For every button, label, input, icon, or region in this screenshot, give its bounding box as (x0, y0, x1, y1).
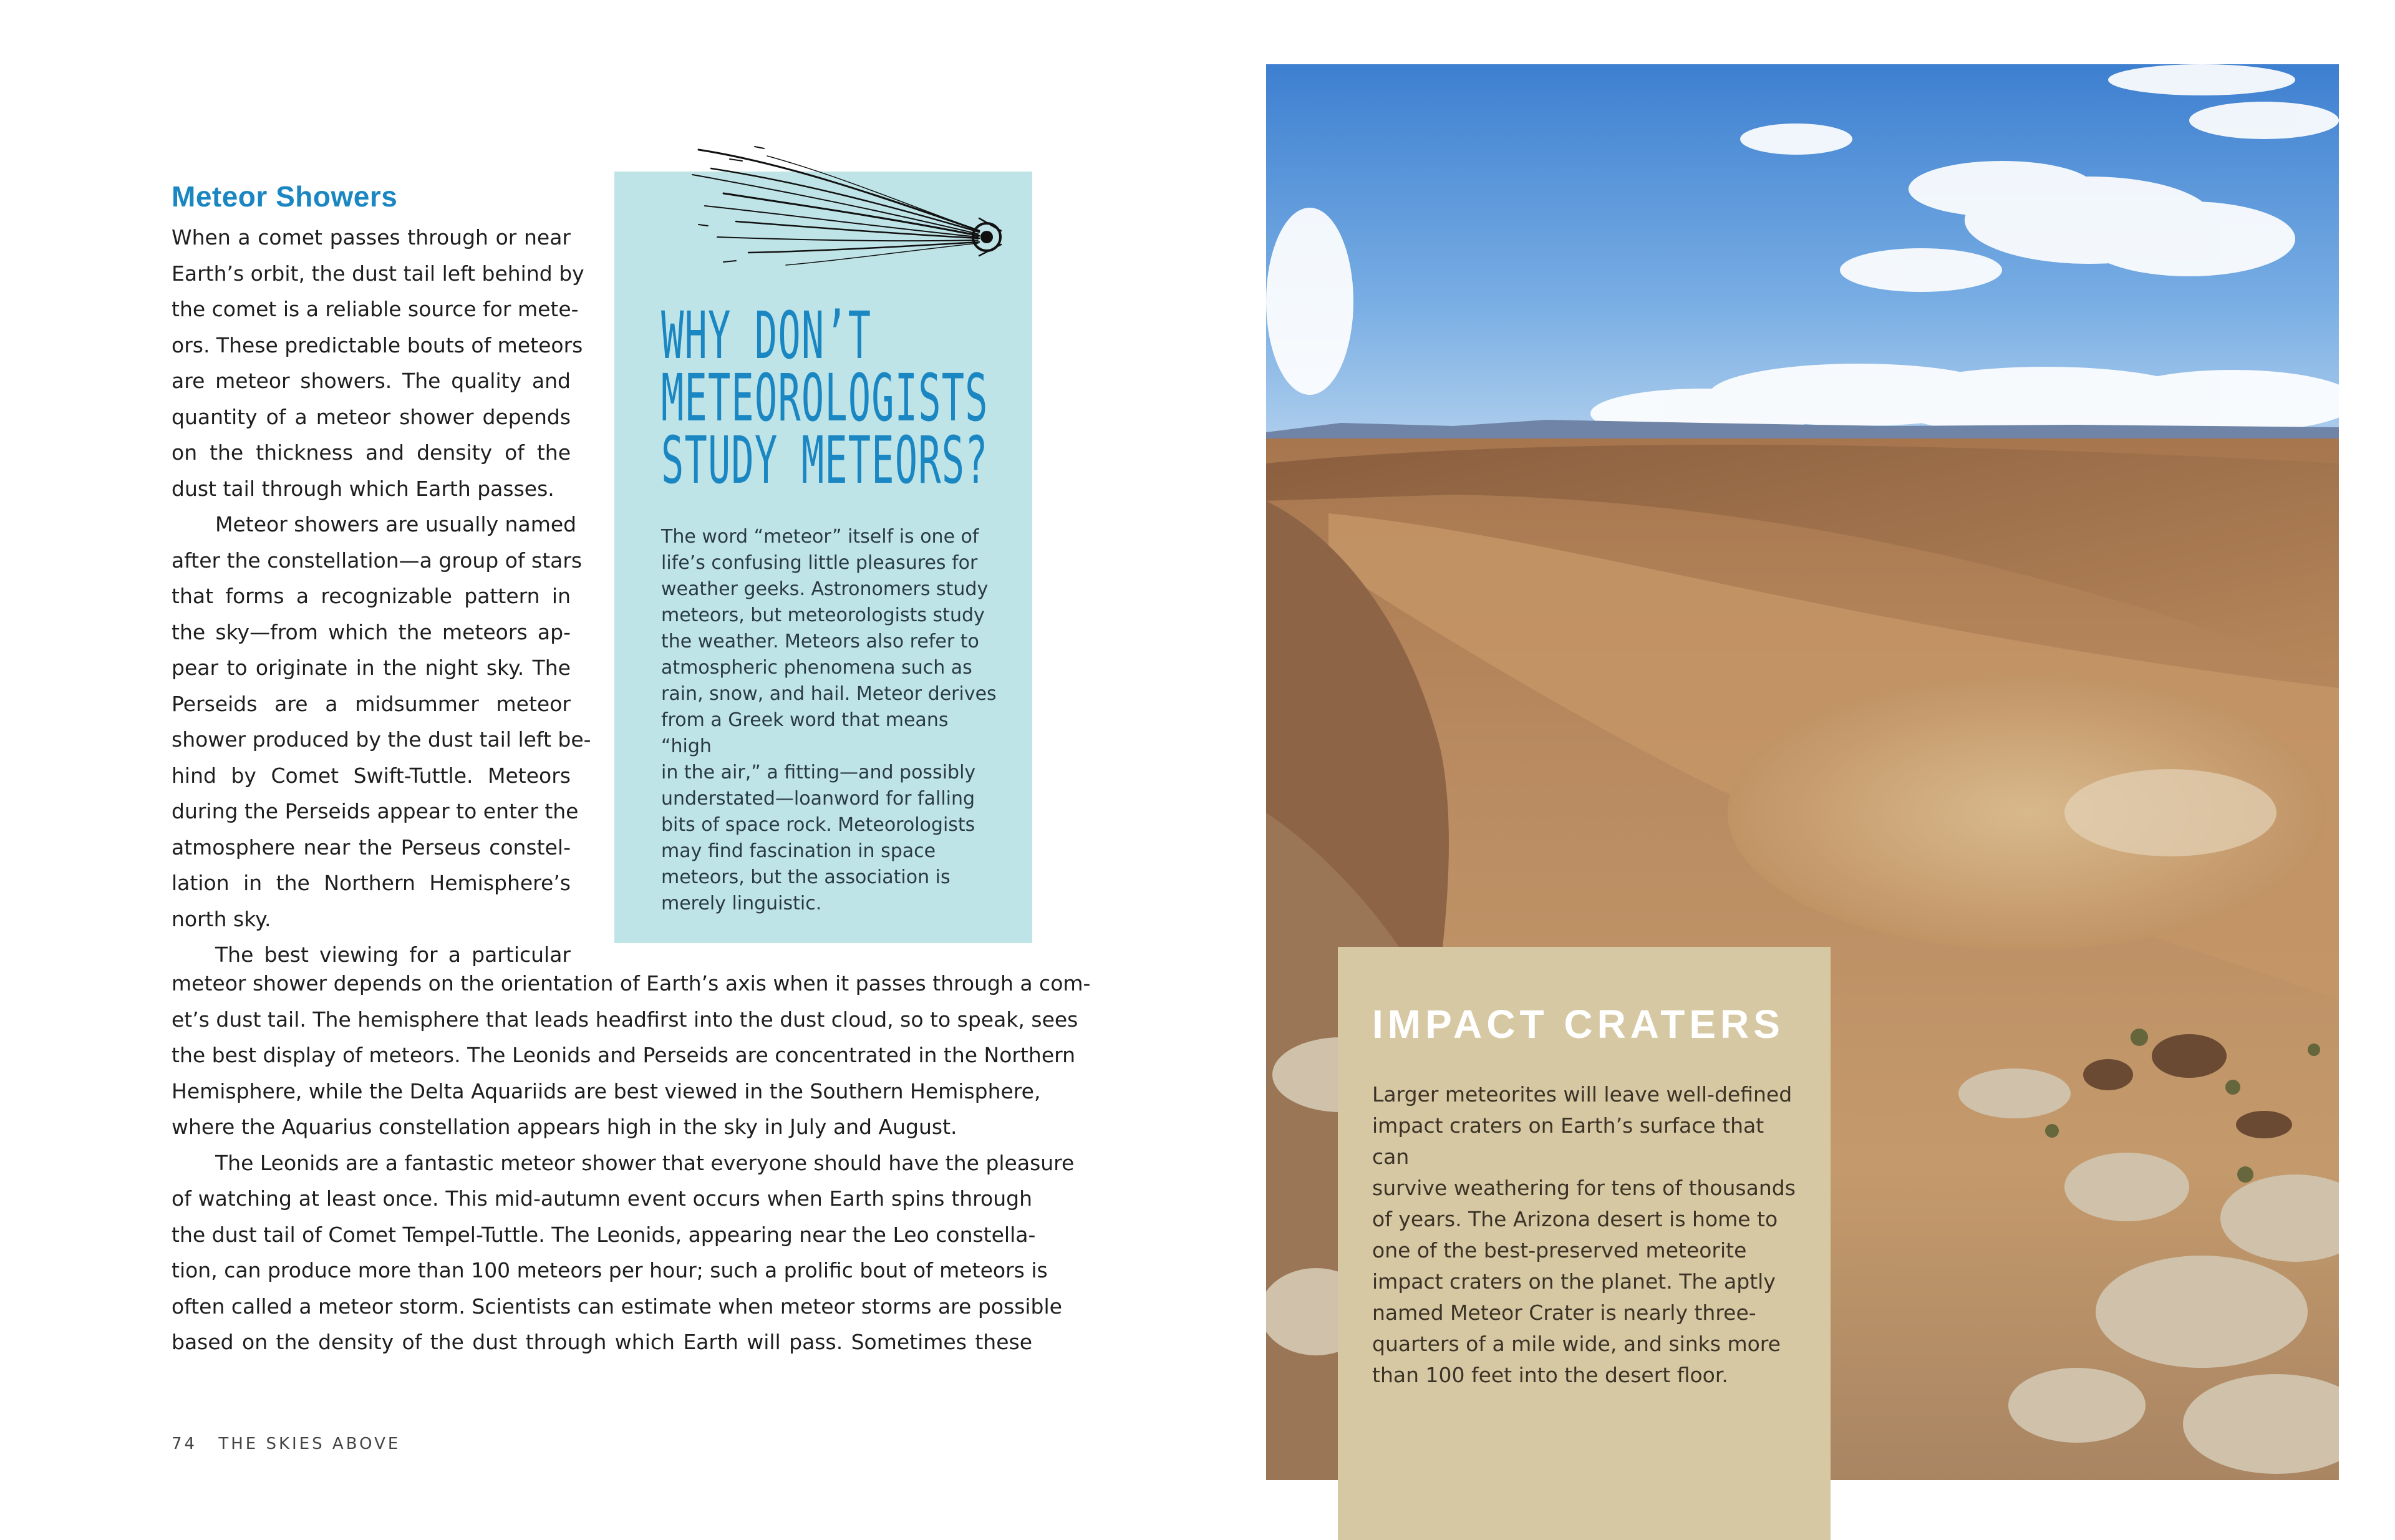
crater-line: named Meteor Crater is nearly three- (1372, 1300, 1756, 1325)
text-line: after the constellation—a group of stars (172, 548, 583, 573)
text-line: meteor shower depends on the orientation of Earth’s axis when it passes through a com- (172, 971, 1091, 995)
text-line: Hemisphere, while the Delta Aquariids are best viewed in the Southern Hemisphere, (172, 1078, 1041, 1103)
text-line: atmosphere near the Perseus constel- (172, 835, 571, 860)
text-line: are meteor showers. The quality and (172, 369, 571, 393)
paragraph-naming (172, 506, 591, 937)
crater-line: survive weathering for tens of thousands (1372, 1176, 1796, 1200)
crater-line: one of the best-preserved meteorite (1372, 1238, 1747, 1262)
text-line: the best display of meteors. The Leonids and Perseids are concentrated in the Northern (172, 1043, 1076, 1067)
paragraph-leonids (172, 1145, 1075, 1360)
crater-line: impact craters on the planet. The aptly (1372, 1269, 1776, 1294)
text-line: that forms a recognizable pattern in (172, 584, 571, 608)
body-text-full-width (172, 966, 1091, 1360)
crater-line: quarters of a mile wide, and sinks more (1372, 1332, 1781, 1356)
text-line: during the Perseids appear to enter the (172, 799, 579, 823)
sidebar-line: from a Greek word that means “high (661, 709, 949, 757)
text-line: The best viewing for a particular (215, 942, 571, 967)
sidebar-line: bits of space rock. Meteorologists (661, 814, 975, 836)
text-line: Earth’s orbit, the dust tail left behind by (172, 261, 584, 286)
text-line: ors. These predictable bouts of meteors (172, 332, 583, 357)
sidebar-title (661, 298, 989, 498)
text-line: dust tail through which Earth passes. (172, 476, 554, 501)
sidebar-line: atmospheric phenomena such as (661, 657, 972, 679)
comet-icon (686, 137, 1010, 281)
text-line: lation in the Northern Hemisphere’s (172, 871, 571, 895)
text-line: The Leonids are a fantastic meteor shower that everyone should have the pleasure (215, 1150, 1075, 1175)
sidebar-line: life’s confusing little pleasures for (661, 552, 978, 574)
sidebar-body (661, 524, 1004, 917)
sidebar-title-line: METEOROLOGISTS (661, 360, 989, 436)
crater-line: than 100 feet into the desert floor. (1372, 1363, 1728, 1387)
crater-line: Larger meteorites will leave well-defined (1372, 1082, 1793, 1107)
sidebar-line: weather geeks. Astronomers study (661, 578, 989, 600)
paragraph-viewing-cont (172, 966, 1091, 1145)
text-line: often called a meteor storm. Scientists can estimate when meteor storms are possible (172, 1294, 1062, 1319)
crater-line: impact craters on Earth’s surface that can (1372, 1113, 1764, 1169)
text-line: based on the density of the dust through which Earth will pass. Sometimes these (172, 1330, 1032, 1354)
text-line: When a comet passes through or near (172, 225, 571, 249)
text-line: hind by Comet Swift-Tuttle. Meteors (172, 763, 571, 788)
text-line: et’s dust tail. The hemisphere that leads headfirst into the dust cloud, so to speak, sees (172, 1007, 1078, 1032)
sidebar-line: The word “meteor” itself is one of (661, 526, 979, 548)
paragraph-intro (172, 220, 584, 506)
sidebar-line: rain, snow, and hail. Meteor derives (661, 683, 997, 705)
text-line: shower produced by the dust tail left be- (172, 727, 591, 752)
text-line: Perseids are a midsummer meteor (172, 691, 571, 716)
text-line: on the thickness and density of the (172, 440, 571, 465)
sidebar-line: merely linguistic. (661, 893, 822, 914)
impact-craters-title: IMPACT CRATERS (1372, 1002, 1784, 1047)
sidebar-title-line: WHY DON’T (661, 298, 872, 374)
text-line: tion, can produce more than 100 meteors per hour; such a prolific bout of meteors is (172, 1258, 1048, 1282)
body-text-column (172, 220, 591, 973)
text-line: quantity of a meteor shower depends (172, 404, 571, 429)
text-line: pear to originate in the night sky. The (172, 656, 571, 680)
sidebar-line: in the air,” a fitting—and possibly (661, 762, 976, 783)
section-heading: Meteor Showers (172, 180, 398, 213)
page-number: 74 (172, 1435, 198, 1453)
text-line: Meteor showers are usually named (215, 512, 577, 536)
text-line: north sky. (172, 906, 271, 931)
text-line: where the Aquarius constellation appears high in the sky in July and August. (172, 1115, 957, 1139)
text-line: the sky—from which the meteors ap- (172, 619, 571, 644)
sidebar-line: may find fascination in space (661, 840, 936, 862)
impact-craters-body (1372, 1079, 1802, 1391)
text-line: the dust tail of Comet Tempel-Tuttle. The Leonids, appearing near the Leo constella- (172, 1222, 1036, 1247)
sidebar-title-line: STUDY METEORS? (661, 422, 989, 498)
sidebar-line: the weather. Meteors also refer to (661, 631, 979, 652)
running-head: THE SKIES ABOVE (218, 1435, 401, 1453)
sidebar-line: understated—loanword for falling (661, 788, 975, 810)
crater-line: of years. The Arizona desert is home to (1372, 1207, 1778, 1231)
sidebar-line: meteors, but meteorologists study (661, 604, 985, 626)
page-footer (172, 1435, 400, 1453)
text-line: the comet is a reliable source for mete- (172, 297, 579, 321)
text-line: of watching at least once. This mid-autumn event occurs when Earth spins through (172, 1186, 1032, 1211)
sidebar-line: meteors, but the association is (661, 866, 951, 888)
